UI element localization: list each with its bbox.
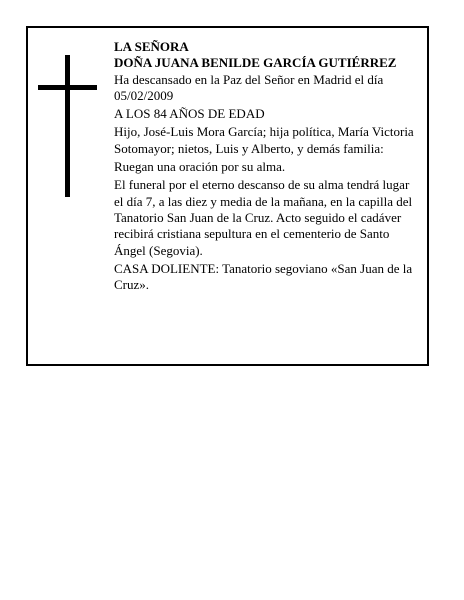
family-mourners: Hijo, José-Luis Mora García; hija política, María Victoria Sotomayor; nietos, Luis y Alberto, y demás familia: [114, 124, 414, 156]
deceased-name: DOÑA JUANA BENILDE GARCÍA GUTIÉRREZ [114, 55, 397, 71]
cross-vertical-bar [65, 55, 70, 197]
death-notice: Ha descansado en la Paz del Señor en Madrid el día 05/02/2009 [114, 71, 384, 103]
age-at-death: A LOS 84 AÑOS DE EDAD [114, 106, 265, 122]
cross-horizontal-bar [38, 85, 97, 90]
obituary-text [114, 39, 420, 293]
prayer-request: Ruegan una oración por su alma. [114, 159, 286, 175]
honorific: LA SEÑORA [114, 39, 189, 54]
mourning-house: CASA DOLIENTE: Tanatorio segoviano «San Juan de la Cruz». [114, 260, 413, 293]
funeral-details: El funeral por el eterno descanso de su alma tendrá lugar el día 7, a las diez y media de la mañana, en la capilla del Tanatorio San Juan de la Cruz. Acto seguido el cadáver recibirá cristiana sepultura en el cementerio de Santo Ángel (Segovia). [114, 177, 413, 258]
